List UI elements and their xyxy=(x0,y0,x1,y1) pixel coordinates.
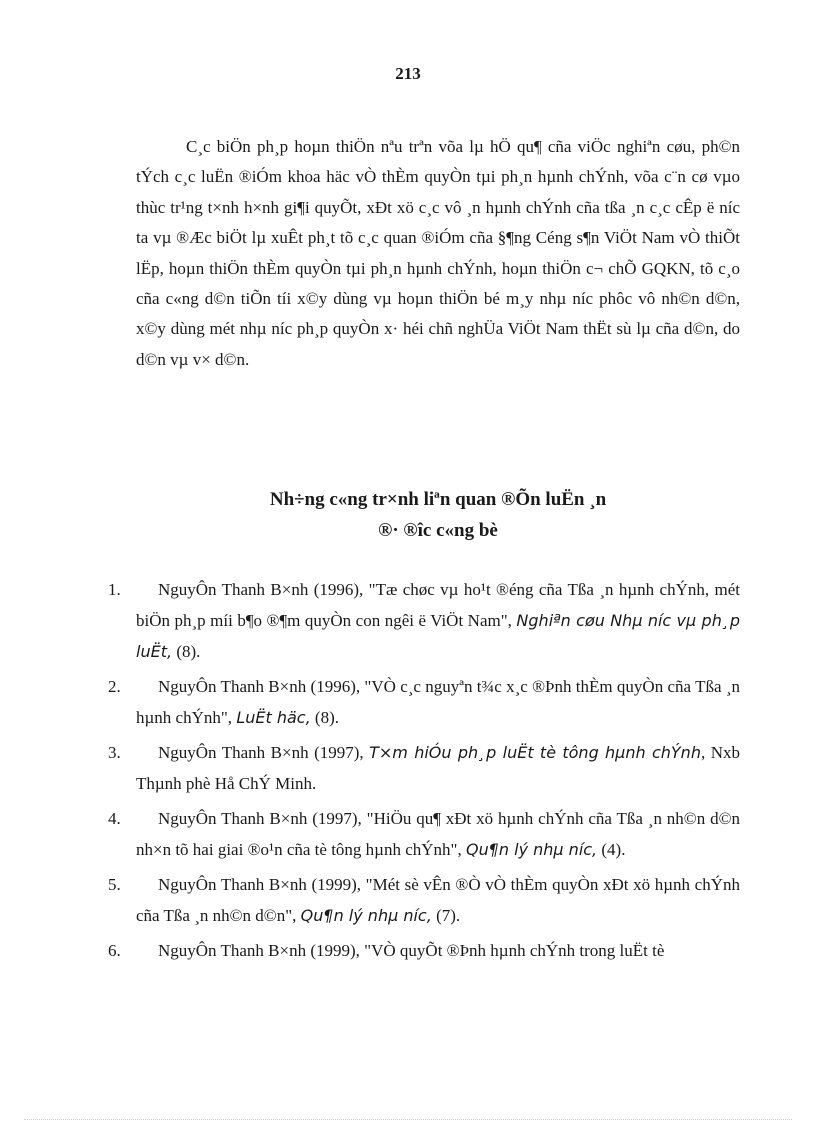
reference-text xyxy=(136,935,740,966)
reference-item xyxy=(108,737,740,799)
page-number: 213 xyxy=(395,64,421,83)
reference-text xyxy=(136,671,740,733)
reference-issue: (8). xyxy=(310,708,339,727)
reference-item xyxy=(108,803,740,865)
reference-title: LuËt häc, xyxy=(236,708,311,727)
reference-title: Nghiªn cøu Nhµ níc vµ ph¸p luËt, xyxy=(136,611,740,661)
reference-citation: NguyÔn Thanh B×nh (1997), "HiÖu qu¶ xÐt xö hµnh chÝnh cña Tßa ¸n nh©n d©n nh×n tõ hai giai ®o¹n cña tè tông hµnh chÝnh", xyxy=(136,809,740,859)
reference-issue: (7). xyxy=(431,906,461,925)
intro-paragraph: C¸c biÖn ph¸p hoµn thiÖn nªu trªn võa lµ hÖ qu¶ cña viÖc nghiªn cøu, ph©n tÝch c¸c luËn ®iÓm khoa häc vÒ thÈm quyÒn tµi ph¸n hµnh chÝnh, võa c¨n cø vµo thùc tr¹ng t×nh h×nh gi¶i quyÕt, xÐt xö c¸c vô ¸n hµnh chÝnh cña tßa ¸n c¸c cÊp ë níc ta vµ ®Æc biÖt lµ xuÊt ph¸t tõ c¸c quan ®iÓm cña §¶ng Céng s¶n ViÖt Nam vÒ thiÕt lËp, hoµn thiÖn thÈm quyÒn tµi ph¸n hµnh chÝnh, hoµn thiÖn c¬ chÕ GQKN, tõ c¸o cña c«ng d©n tiÕn tíi x©y dùng vµ hoµn thiÖn bé m¸y nhµ níc phôc vô nh©n d©n, x©y dùng mét nhµ níc ph¸p quyÒn x· héi chñ nghÜa ViÖt Nam thËt sù lµ cña d©n, do d©n vµ v× d©n. xyxy=(136,137,740,369)
reference-citation: NguyÔn Thanh B×nh (1999), "Mét sè vÊn ®Ò vÒ thÈm quyÒn xÐt xö hµnh chÝnh cña Tßa ¸n nh©n d©n", xyxy=(136,875,740,925)
reference-text xyxy=(136,869,740,931)
reference-number: 1. xyxy=(108,580,121,599)
reference-citation: NguyÔn Thanh B×nh (1996), "Tæ chøc vµ ho¹t ®éng cña Tßa ¸n hµnh chÝnh, mét biÖn ph¸p míi b¶o ®¶m quyÒn con ngêi ë ViÖt Nam", xyxy=(136,580,740,630)
reference-title: Qu¶n lý nhµ níc, xyxy=(465,840,598,859)
section-heading-line-1: Nh÷ng c«ng tr×nh liªn quan ®Õn luËn ¸n xyxy=(269,489,607,510)
reference-issue: (8). xyxy=(172,642,201,661)
reference-text xyxy=(136,737,740,799)
reference-citation: NguyÔn Thanh B×nh (1997), xyxy=(158,743,370,762)
reference-item xyxy=(108,935,740,966)
reference-item xyxy=(108,574,740,667)
reference-issue: , Nxb Thµnh phè Hå ChÝ Minh. xyxy=(136,743,740,793)
reference-citation: NguyÔn Thanh B×nh (1999), "VÒ quyÕt ®Þnh hµnh chÝnh trong luËt tè xyxy=(158,941,665,960)
reference-number: 2. xyxy=(108,677,121,696)
reference-item xyxy=(108,671,740,733)
reference-number: 5. xyxy=(108,875,121,894)
section-heading xyxy=(136,484,740,546)
reference-text xyxy=(136,803,740,865)
reference-number: 6. xyxy=(108,941,121,960)
reference-list xyxy=(108,574,740,970)
reference-number: 3. xyxy=(108,743,121,762)
reference-item xyxy=(108,869,740,931)
reference-text xyxy=(136,574,740,667)
reference-number: 4. xyxy=(108,809,121,828)
page-bottom-rule xyxy=(24,1119,792,1120)
reference-title: T×m hiÓu ph¸p luËt tè tông hµnh chÝnh xyxy=(369,743,701,762)
reference-citation: NguyÔn Thanh B×nh (1996), "VÒ c¸c nguyªn t¾c x¸c ®Þnh thÈm quyÒn cña Tßa ¸n hµnh chÝnh", xyxy=(136,677,740,727)
section-heading-line-2: ®· ®îc c«ng bè xyxy=(378,520,498,541)
reference-title: Qu¶n lý nhµ níc, xyxy=(300,906,432,925)
reference-issue: (4). xyxy=(597,840,626,859)
